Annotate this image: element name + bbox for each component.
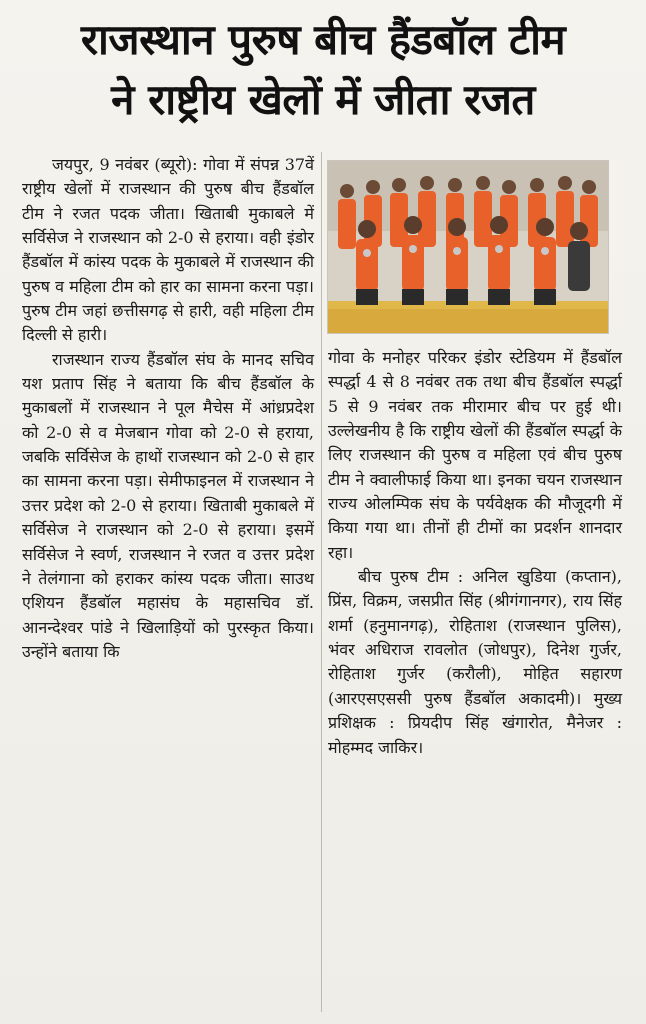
paragraph-dateline: जयपुर, 9 नवंबर (ब्यूरो): गोवा में संपन्न 37वें राष्ट्रीय खेलों में राजस्थान की पुरुष बीच हैंडबॉल टीम ने रजत पदक जीता। खिताबी मुकाबले में सर्विसेज ने राजस्थान को 2-0 से हराया। वही इंडोर हैंडबॉल में कांस्य पदक के मुकाबले में राजस्थान की पुरुष व महिला टीम को हार का सामना करना पड़ा। पुरुष टीम जहां छत्तीसगढ़ से हारी, वही महिला टीम दिल्ली से हारी। <box>22 155 314 345</box>
headline <box>12 10 634 130</box>
paragraph-secretary-statement: राजस्थान राज्य हैंडबॉल संघ के मानद सचिव यश प्रताप सिंह ने बताया कि बीच हैंडबॉल के मुकाबलों में राजस्थान ने पूल मैचेस में आंध्रप्रदेश को 2-0 से व मेजबान गोवा को 2-0 से हराया, जबकि सर्विसेज के हाथों राजस्थान को 2-0 से हार का सामना करना पड़ा। सेमीफाइनल में राजस्थान ने उत्तर प्रदेश को 2-0 से हराया। खिताबी मुकाबले में सर्विसेज ने राजस्थान को 2-0 से हराया। इसमें सर्विसेज ने स्वर्ण, राजस्थान ने रजत व उत्तर प्रदेश ने तेलंगाना को हराकर कांस्य पदक जीता। साउथ एशियन हैंडबॉल महासंघ के महासचिव डॉ. आनन्देश्वर पांडे ने खिलाड़ियों को पुरस्कृत किया। उन्होंने बताया कि <box>22 349 314 661</box>
team-photo-illustration <box>328 161 608 333</box>
paragraph-venue: गोवा के मनोहर परिकर इंडोर स्टेडियम में हैंडबॉल स्पर्द्धा 4 से 8 नवंबर तक तथा बीच हैंडबॉल स्पर्द्धा 5 से 9 नवंबर तक मीरामार बीच पर हुई थी। उल्लेखनीय है कि राष्ट्रीय खेलों की हैंडबॉल स्पर्द्धा के लिए राजस्थान की पुरुष व महिला एवं बीच पुरुष टीम ने क्वालीफाई किया था। इनका चयन राजस्थान राज्य ओलम्पिक संघ के पर्यवेक्षक की मौजूदगी में किया गया था। तीनों ही टीमों का प्रदर्शन शानदार रहा। <box>328 348 622 562</box>
right-column <box>328 346 622 760</box>
column-divider <box>321 152 322 1012</box>
headline-line-1: राजस्थान पुरुष बीच हैंडबॉल टीम <box>80 15 566 64</box>
team-photo <box>327 160 609 334</box>
headline-line-2: ने राष्ट्रीय खेलों में जीता रजत <box>111 75 535 124</box>
paragraph-team-roster: बीच पुरुष टीम : अनिल खुडिया (कप्तान), प्रिंस, विक्रम, जसप्रीत सिंह (श्रीगंगानगर), राय सिंह शर्मा (हनुमानगढ़), रोहिताश (राजस्थान पुलिस), भंवर अधिराज रावलोत (जोधपुर), दिनेश गुर्जर, रोहिताश गुर्जर (करौली), मोहित सहारण (आरएसएससी पुरुष हैंडबॉल अकादमी)। मुख्य प्रशिक्षक : प्रियदीप सिंह खंगारोत, मैनेजर : मोहम्मद जाकिर। <box>328 567 622 757</box>
left-column <box>22 153 314 664</box>
